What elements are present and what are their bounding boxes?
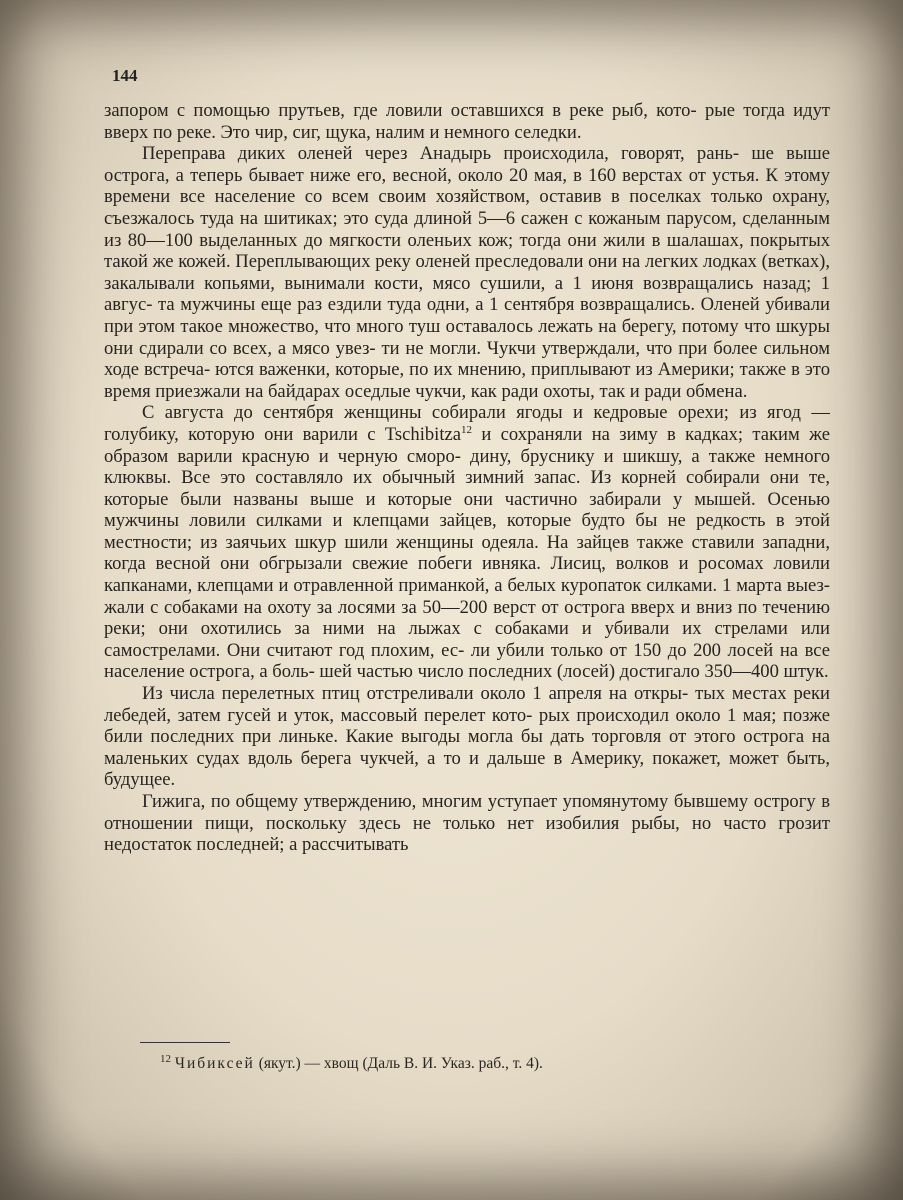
paragraph-3-part-1: С августа до сентября женщины собирали ягоды и кедровые орехи; из ягод — голубику, которую они варили с Tschibitza [104, 402, 830, 445]
footnote-number: 12 [160, 1052, 171, 1065]
page-number: 144 [112, 66, 138, 85]
paragraph-3-part-2: и сохраняли на зиму в кадках; таким же образом варили красную и черную сморо- дину, бруснику и шикшу, а также немного клюквы. Все это составляло их обычный зимний запас. Из корней собирали они те, которые были названы выше и которые они частично забирали у мышей. Осенью мужчины ловили силками и клепцами зайцев, которые будто бы не редкость в этой местности; из заячьих шкур шили женщины одеяла. На зайцев также ставили западни, когда весной они обгрызали свежие побеги ивняка. Лисиц, волков и росомах ловили капканами, клепцами и отравленной приманкой, а белых куропаток силками. 1 марта выез- жали с собаками на охоту за лосями за 50—200 верст от острога вверх и вниз по течению реки; они охотились за ними на лыжах с собаками и убивали их стрелами или самострелами. Они считают год плохим, ес- ли убили только от 150 до 200 лосей на все население острога, а боль- шей частью число последних (лосей) достигало 350—400 штук. [104, 423, 830, 683]
body-text [104, 100, 830, 856]
paragraph-1: запором с помощью прутьев, где ловили оставшихся в реке рыб, кото- рые тогда идут вверх по реке. Это чир, сиг, щука, налим и немного селедки. [104, 100, 830, 143]
footnote-divider [140, 1042, 230, 1043]
paragraph-5: Гижига, по общему утверждению, многим уступает упомянутому бывшему острогу в отношении пищи, поскольку здесь не только нет изобилия рыбы, но часто грозит недостаток последней; а рассчитывать [104, 791, 830, 856]
paragraph-4: Из числа перелетных птиц отстреливали около 1 апреля на откры- тых местах реки лебедей, затем гусей и уток, массовый перелет кото- рых происходил около 1 мая; позже били последних при линьке. Какие выгоды могла бы дать торговля от этого острога на маленьких судах вдоль берега чукчей, а то и дальше в Америку, покажет, может быть, будущее. [104, 683, 830, 791]
paragraph-2: Переправа диких оленей через Анадырь происходила, говорят, рань- ше выше острога, а теперь бывает ниже его, весной, около 20 мая, в 160 верстах от устья. К этому времени все население со всем своим хозяйством, оставив в поселках только охрану, съезжалось туда на шитиках; это суда длиной 5—6 сажен с кожаным парусом, сделанным из 80—100 выделанных до мягкости оленьих кож; тогда они жили в шалашах, покрытых такой же кожей. Переплывающих реку оленей преследовали они на легких лодках (ветках), закалывали копьями, вынимали кости, мясо сушили, а 1 июня возвращались назад; 1 авгус- та мужчины еще раз ездили туда одни, а 1 сентября возвращались. Оленей убивали при этом такое множество, что много туш оставалось лежать на берегу, потому что шкуры они сдирали со всех, а мясо увез- ти не могли. Чукчи утверждали, что при более сильном ходе встреча- ются важенки, которые, по их мнению, приплывают из Америки; также в это время приезжали на байдарах оседлые чукчи, как ради охоты, так и ради обмена. [104, 143, 830, 402]
footnote-term: Чибиксей [174, 1055, 255, 1072]
paragraph-3 [104, 402, 830, 683]
footnote-text: (якут.) — хвощ (Даль В. И. Указ. раб., т. 4). [254, 1055, 543, 1072]
footnote-reference: 12 [461, 423, 473, 436]
footnote [160, 1052, 820, 1073]
